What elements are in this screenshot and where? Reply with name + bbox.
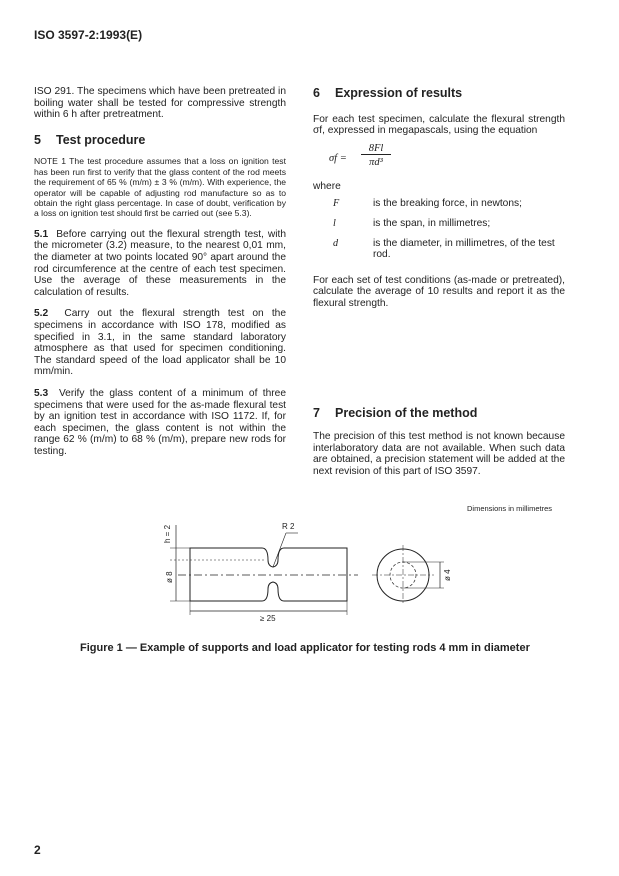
note-1: NOTE 1 The test procedure assumes that a loss on ignition test has been run first to verify that the glass content of the rod meets the requirement of 65 % (m/m) ± 3 % (m/m). With experience, the operator will be capable of adjusting rod manufacture so as to obtain the right glass percentage. In case of doubt, verification by a loss on ignition test should first be carried out (see 5.3). — [34, 156, 286, 219]
variable-row: l is the span, in millimetres; — [333, 217, 491, 229]
variable-row: d is the diameter, in millimetres, of the test rod. — [333, 237, 555, 261]
results-intro: For each test specimen, calculate the flexural strength σf, expressed in megapascals, using the equation — [313, 113, 565, 137]
section-6-heading: 6 Expression of results — [313, 86, 463, 100]
diameter-8-label: ø 8 — [165, 571, 174, 583]
variable-list — [313, 198, 565, 268]
length-label: ≥ 25 — [260, 614, 276, 623]
section-5-heading: 5 Test procedure — [34, 132, 146, 147]
radius-label: R 2 — [282, 522, 295, 531]
flexural-formula: σf = 8Fl πd³ — [329, 143, 565, 175]
variable-row: F is the breaking force, in newtons; — [333, 198, 522, 210]
where-label: where — [313, 180, 341, 192]
figure-caption: Figure 1 — Example of supports and load applicator for testing rods 4 mm in diameter — [80, 642, 530, 654]
radius-leader-line — [273, 533, 286, 567]
left-column — [34, 86, 286, 458]
dimensions-note: Dimensions in millimetres — [467, 504, 553, 513]
document-id: ISO 3597-2:1993(E) — [34, 28, 143, 42]
clause-5-3: 5.3 Verify the glass content of a minimum of three specimens that were used for the as-made flexural test by an ignition test in accordance with ISO 1172. If, for each specimen, the glass content is not within the range 62 % (m/m) to 68 % (m/m), prepare new rods for testing. — [34, 387, 286, 457]
figure-1-drawing — [140, 515, 480, 627]
clause-5-2: 5.2 Carry out the flexural strength test on the specimens in accordance with ISO 178, modified as specified in 3.1, in the same standard laboratory atmosphere as that used for specimen conditioning. The standard speed of the load applicator shall be 10 mm/min. — [34, 308, 286, 378]
right-column — [313, 88, 565, 478]
notch-depth-label: h = 2 — [163, 524, 172, 543]
page-number: 2 — [34, 843, 41, 857]
intro-paragraph: ISO 291. The specimens which have been pretreated in boiling water shall be tested for compressive strength within 6 h after pretreatment. — [34, 86, 286, 121]
clause-5-1: 5.1 Before carrying out the flexural strength test, with the micrometer (3.2) measure, to the nearest 0,01 mm, the diameter at two points located 90° apart around the rod circumference at the centre of each test specimen. Use the average of these measurements in the calculation of results. — [34, 228, 286, 298]
results-paragraph: For each set of test conditions (as-made or pretreated), calculate the average of 10 results and report it as the flexural strength. — [313, 274, 565, 309]
test-rod-outline — [190, 548, 347, 601]
precision-paragraph: The precision of this test method is not known because interlaboratory data are not available. When such data are obtained, a precision statement will be added at the next revision of this part of ISO 3597. — [313, 431, 565, 477]
diameter-4-label: ø 4 — [443, 569, 452, 581]
section-7-heading: 7 Precision of the method — [313, 405, 478, 420]
